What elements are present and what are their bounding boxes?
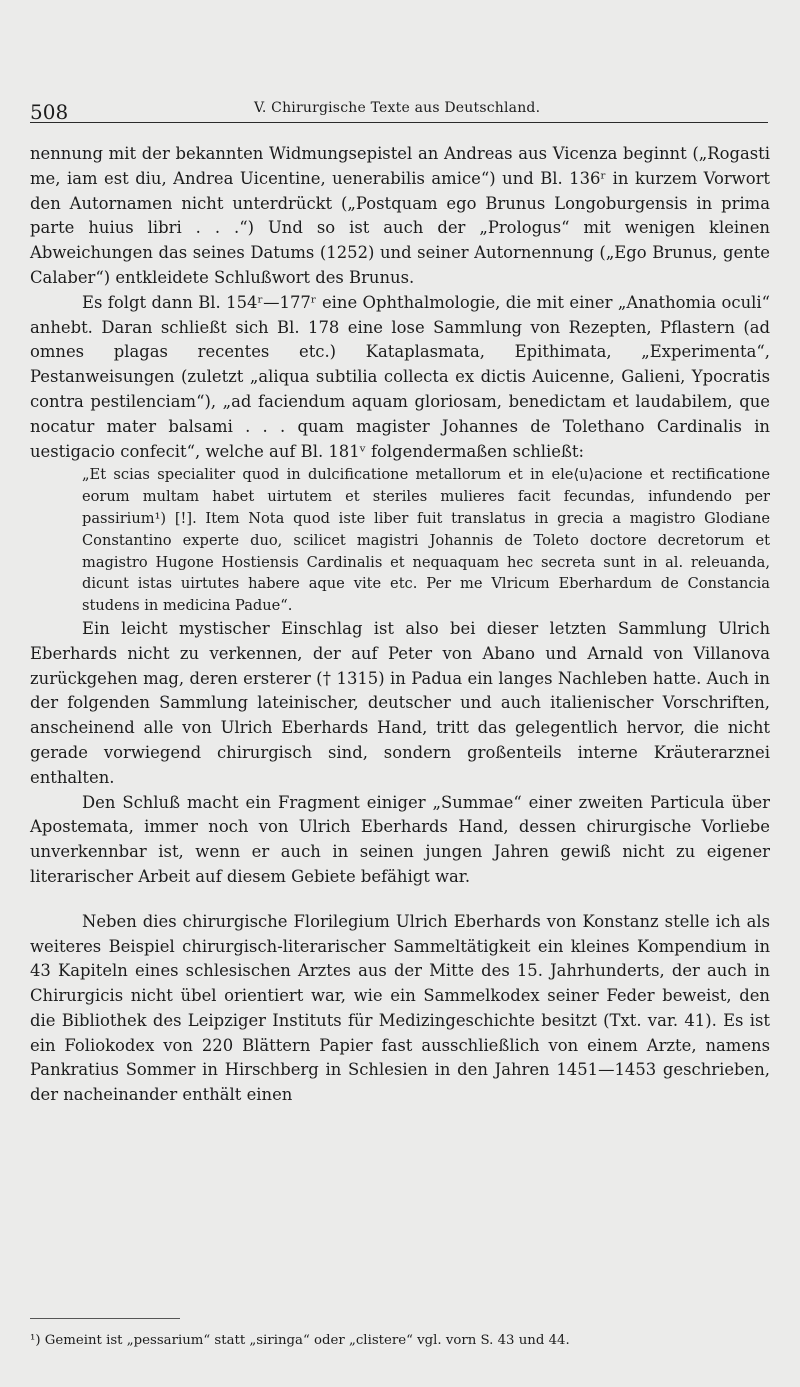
paragraph-3: Ein leicht mystischer Einschlag ist also bei dieser letzten Sammlung Ulrich Eberhards nicht zu verkennen, der auf Peter von Abano und Arnald von Villanova zurückgehen mag, deren ersterer († 1315) in Padua ein langes Nachleben hatte. Auch in der folgenden Sammlung lateinischer, deutscher und auch italienischer Vorschriften, anscheinend alle von Ulrich Eberhards Hand, tritt das gelegentlich hervor, die nicht gerade vorwiegend chirurgisch sind, sondern großenteils interne Kräuterarznei enthalten. [30, 618, 770, 787]
block-quote: „Et scias specialiter quod in dulcificatione metallorum et in ele⟨u⟩acione et rectificatione eorum multam habet uirtutem et steriles mulieres facit fecundas, infundendo per passirium¹) [!]. Item Nota quod iste liber fuit translatus in grecia a magistro Glodiane Constantino experte duo, scilicet magistri Johannis de Toleto doctore decretorum et magistro Hugone Hostiensis Cardinalis et nequaquam hec secreta sunt in al. releuanda, dicunt istas uirtutes habere aque vite etc. Per me Vlricum Eberhardum de Constancia studens in medicina Padue“. [82, 466, 770, 615]
paragraph-5: Neben dies chirurgische Florilegium Ulrich Eberhards von Konstanz stelle ich als weiteres Beispiel chirurgisch-literarischer Sammeltätigkeit ein kleines Kompendium in 43 Kapiteln eines schlesischen Arztes aus der Mitte des 15. Jahrhunderts, der auch in Chirurgicis nicht übel orientiert war, wie ein Sammelkodex seiner Feder beweist, den die Bibliothek des Leipziger Instituts für Medizingeschichte besitzt (Txt. var. 41). Es ist ein Foliokodex von 220 Blättern Papier fast ausschließlich von einem Arzte, namens Pankratius Sommer in Hirschberg in Schlesien in den Jahren 1451—1453 geschrieben, der nacheinander enthält einen [30, 911, 770, 1105]
footnote: ¹) Gemeint ist „pessarium“ statt „siringa“ oder „clistere“ vgl. vorn S. 43 und 44. [30, 1333, 570, 1348]
page-number: 508 [30, 100, 69, 124]
footnote-divider [30, 1318, 180, 1319]
running-head: V. Chirurgische Texte aus Deutschland. [254, 100, 541, 116]
paragraph-1: nennung mit der bekannten Widmungsepistel an Andreas aus Vicenza beginnt („Rogasti me, iam est diu, Andrea Uicentine, uenerabilis amice“) und Bl. 136ʳ in kurzem Vorwort den Autornamen nicht unterdrückt („Postquam ego Brunus Longoburgensis in prima parte huius libri . . .“) Und so ist auch der „Prologus“ mit wenigen kleinen Abweichungen das seines Datums (1252) und seiner Autornennung („Ego Brunus, gente Calaber“) entkleidete Schlußwort des Brunus. [30, 144, 770, 287]
paragraph-4: Den Schluß macht ein Fragment einiger „Summae“ einer zweiten Particula über Apostemata, immer noch von Ulrich Eberhards Hand, dessen chirurgische Vorliebe unverkennbar ist, wenn er auch in seinen jungen Jahren gewiß nicht zu eigener literarischer Arbeit auf diesem Gebiete befähigt war. [30, 792, 770, 886]
section-gap [30, 890, 770, 910]
paragraph-2: Es folgt dann Bl. 154ʳ—177ʳ eine Ophthalmologie, die mit einer „Anathomia oculi“ anhebt. Daran schließt sich Bl. 178 eine lose Sammlung von Rezepten, Pflastern (ad omnes plagas recentes etc.) Kataplasmata, Epithimata, „Experimenta“, Pestanweisungen (zuletzt „aliqua subtilia collecta ex dictis Auicenne, Galieni, Ypocratis contra pestilenciam“), „ad faciendum aquam gloriosam, benedictam et laudabilem, que nocatur mater balsami . . . quam magister Johannes de Tolethano Cardinalis in uestigacio confecit“, welche auf Bl. 181ᵛ folgendermaßen schließt: [30, 292, 770, 461]
main-text [30, 142, 770, 1108]
page-header [30, 92, 768, 123]
